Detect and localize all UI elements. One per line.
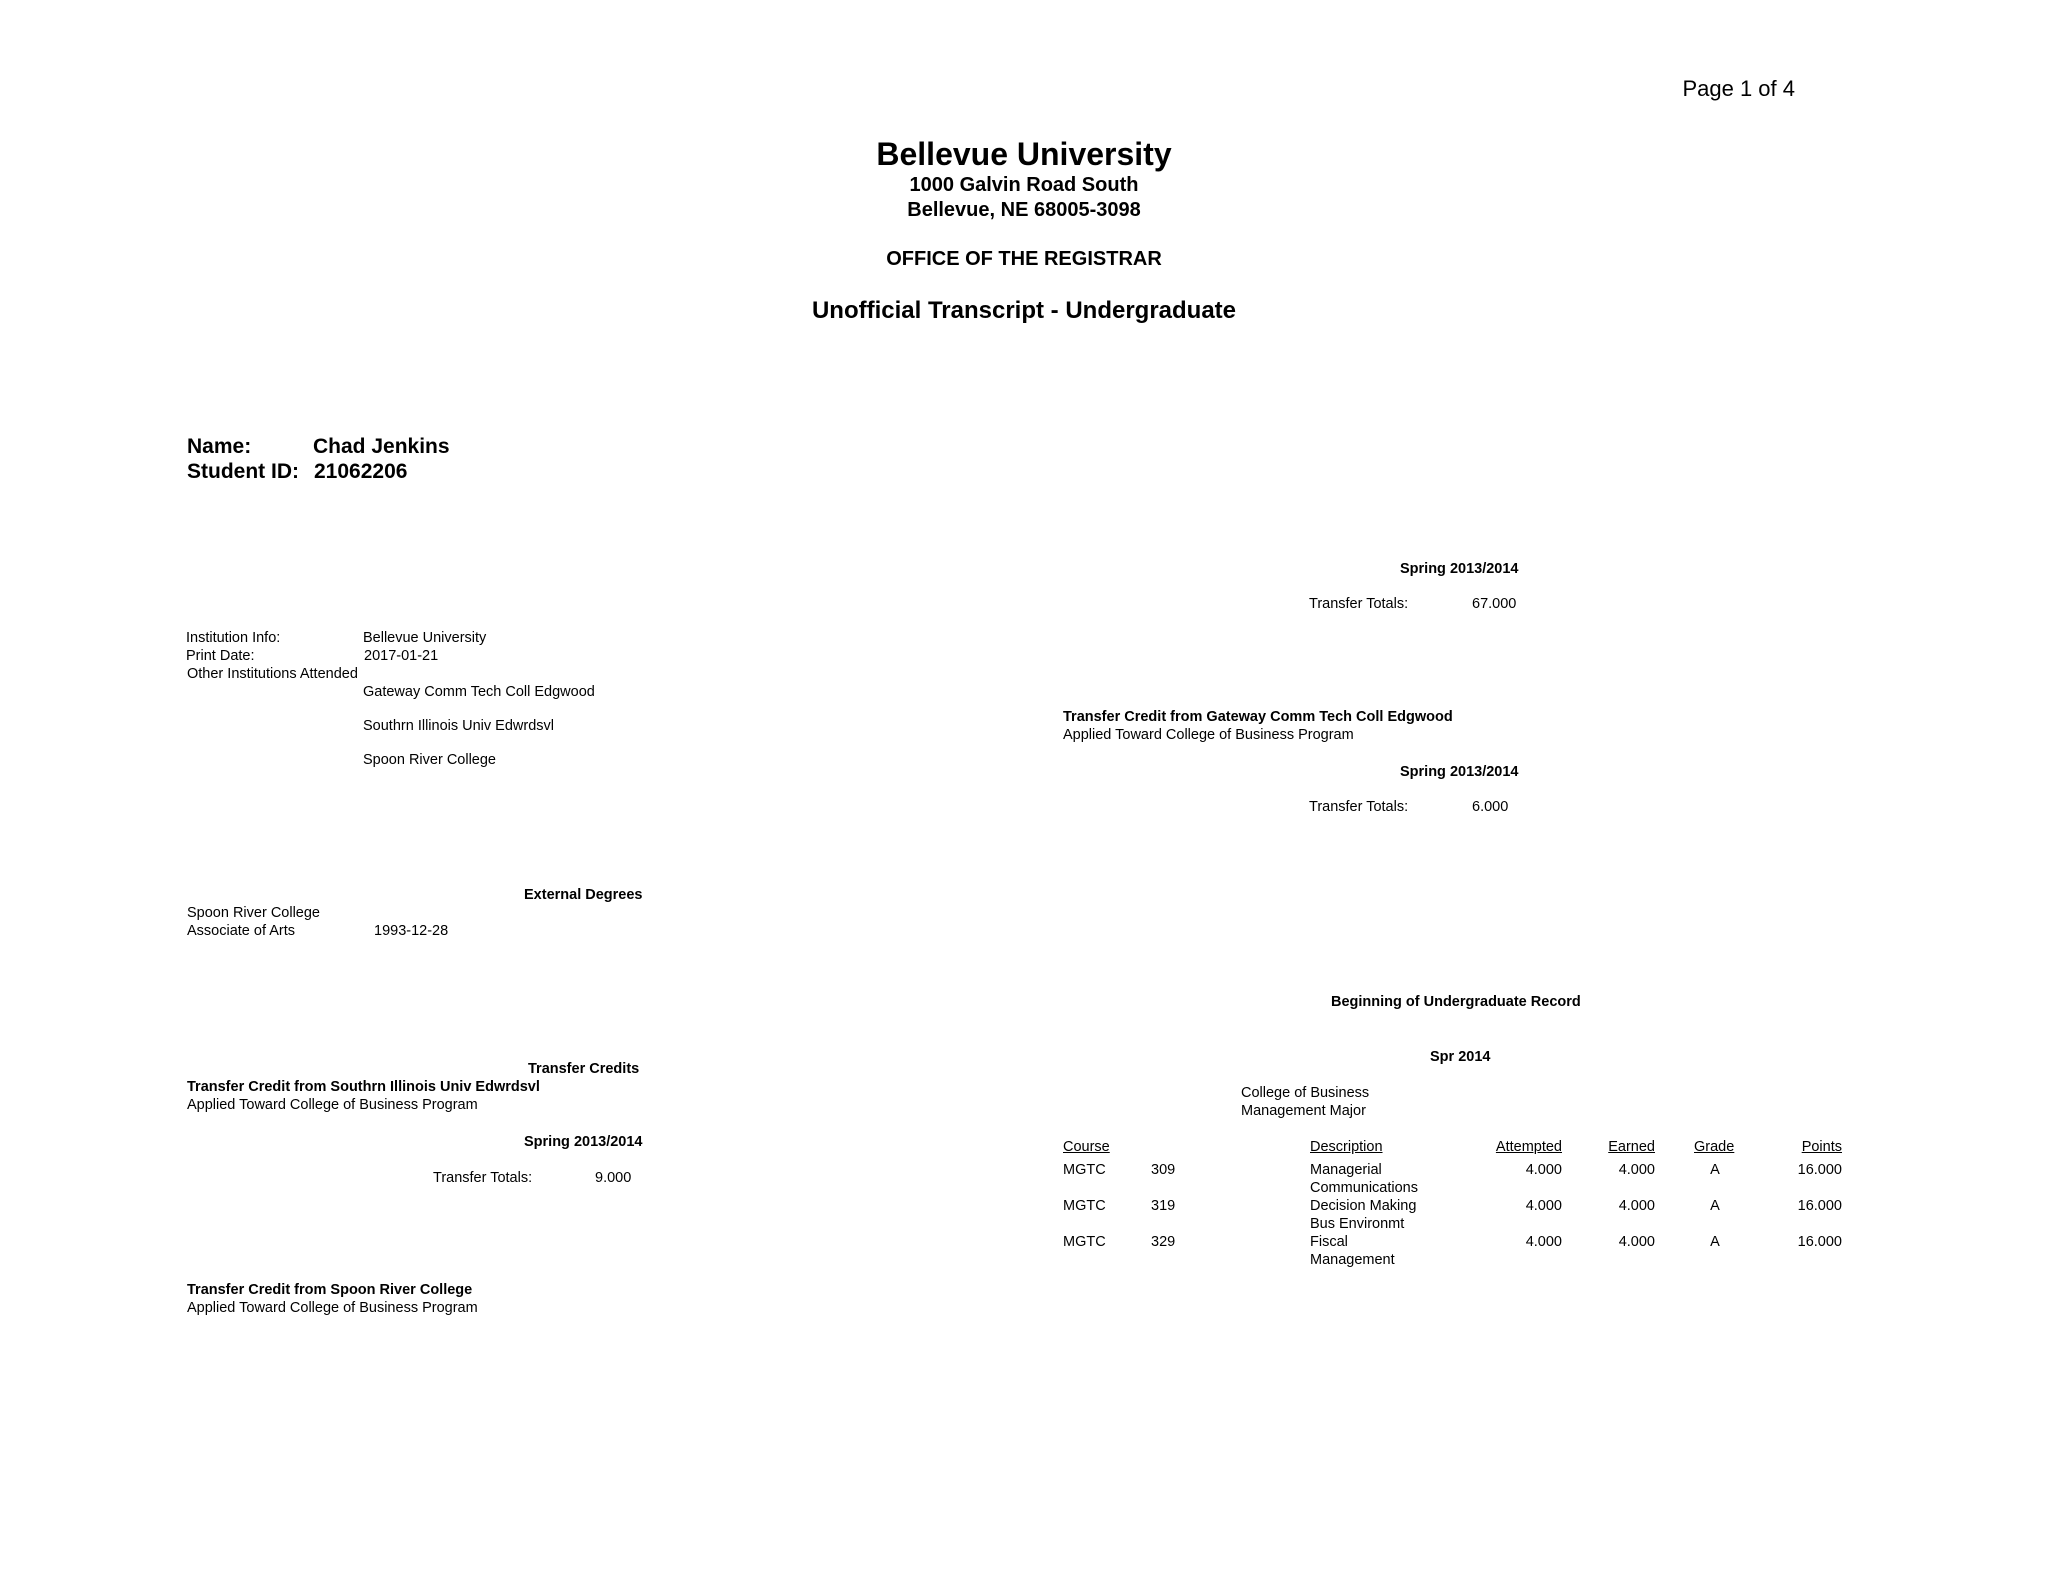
column-header-course: Course: [1063, 1139, 1110, 1155]
external-degrees-heading: External Degrees: [524, 887, 643, 903]
transfer-credit-title: Transfer Credit from Southrn Illinois Univ Edwrdsvl: [187, 1079, 540, 1095]
course-grade: A: [1710, 1234, 1720, 1250]
course-grade: A: [1710, 1198, 1720, 1214]
document-title: Unofficial Transcript - Undergraduate: [811, 297, 1237, 324]
university-name: Bellevue University: [876, 136, 1172, 172]
transfer-totals-label: Transfer Totals:: [1309, 596, 1409, 612]
transfer-term: Spring 2013/2014: [1400, 561, 1519, 577]
transfer-totals-value: 9.000: [595, 1170, 632, 1186]
course-number: 329: [1151, 1234, 1176, 1250]
course-subject: MGTC: [1063, 1234, 1106, 1250]
column-header-points: Points: [1801, 1139, 1842, 1155]
course-earned: 4.000: [1618, 1234, 1655, 1250]
course-attempted: 4.000: [1525, 1234, 1562, 1250]
course-attempted: 4.000: [1525, 1198, 1562, 1214]
undergrad-college: College of Business: [1241, 1085, 1370, 1101]
institution-info-label: Institution Info:: [186, 630, 281, 646]
course-number: 319: [1151, 1198, 1176, 1214]
column-header-attempted: Attempted: [1495, 1139, 1562, 1155]
student-name-label: Name:: [187, 435, 252, 458]
other-institutions-label: Other Institutions Attended: [187, 666, 358, 682]
transfer-credit-title: Transfer Credit from Gateway Comm Tech Coll Edgwood: [1063, 709, 1453, 725]
print-date: 2017-01-21: [364, 648, 439, 664]
transfer-totals-label: Transfer Totals:: [1309, 799, 1409, 815]
course-points: 16.000: [1797, 1198, 1842, 1214]
page-number: Page 1 of 4: [1682, 76, 1795, 101]
external-degree-institution: Spoon River College: [187, 905, 320, 921]
column-header-grade: Grade: [1694, 1139, 1735, 1155]
course-description-line2: Communications: [1310, 1180, 1418, 1196]
course-description: Decision Making: [1310, 1198, 1417, 1214]
transfer-term: Spring 2013/2014: [1400, 764, 1519, 780]
transfer-credit-applied: Applied Toward College of Business Program: [187, 1300, 478, 1316]
institution-info-value: Bellevue University: [363, 630, 487, 646]
office-heading: OFFICE OF THE REGISTRAR: [886, 248, 1162, 270]
transfer-term: Spring 2013/2014: [524, 1134, 643, 1150]
university-address-line2: Bellevue, NE 68005-3098: [907, 199, 1141, 221]
course-number: 309: [1151, 1162, 1176, 1178]
transfer-credits-heading: Transfer Credits: [528, 1061, 640, 1077]
course-grade: A: [1710, 1162, 1720, 1178]
course-earned: 4.000: [1618, 1162, 1655, 1178]
course-points: 16.000: [1797, 1162, 1842, 1178]
course-description-line2: Management: [1310, 1252, 1395, 1268]
external-degree-name: Associate of Arts: [187, 923, 295, 939]
external-degree-date: 1993-12-28: [374, 923, 449, 939]
university-address-line1: 1000 Galvin Road South: [909, 174, 1139, 196]
undergrad-major: Management Major: [1241, 1103, 1366, 1119]
student-id-label: Student ID:: [187, 460, 299, 483]
course-description-line2: Bus Environmt: [1310, 1216, 1405, 1232]
student-id: 21062206: [314, 460, 408, 483]
course-attempted: 4.000: [1525, 1162, 1562, 1178]
course-subject: MGTC: [1063, 1162, 1106, 1178]
column-header-earned: Earned: [1608, 1139, 1655, 1155]
print-date-label: Print Date:: [186, 648, 255, 664]
student-name: Chad Jenkins: [313, 435, 450, 458]
transfer-credit-applied: Applied Toward College of Business Program: [1063, 727, 1354, 743]
other-institution: Southrn Illinois Univ Edwrdsvl: [363, 718, 554, 734]
undergrad-record-heading: Beginning of Undergraduate Record: [1331, 994, 1581, 1010]
transfer-totals-value: 67.000: [1472, 596, 1517, 612]
course-subject: MGTC: [1063, 1198, 1106, 1214]
transfer-credit-applied: Applied Toward College of Business Program: [187, 1097, 478, 1113]
course-earned: 4.000: [1618, 1198, 1655, 1214]
course-points: 16.000: [1797, 1234, 1842, 1250]
other-institution: Spoon River College: [363, 752, 496, 768]
column-header-description: Description: [1310, 1139, 1383, 1155]
undergrad-term: Spr 2014: [1430, 1049, 1491, 1065]
transfer-credit-title: Transfer Credit from Spoon River College: [187, 1282, 473, 1298]
transfer-totals-label: Transfer Totals:: [433, 1170, 533, 1186]
other-institution: Gateway Comm Tech Coll Edgwood: [363, 684, 595, 700]
course-description: Managerial: [1310, 1162, 1382, 1178]
course-description: Fiscal: [1310, 1234, 1348, 1250]
transfer-totals-value: 6.000: [1472, 799, 1509, 815]
